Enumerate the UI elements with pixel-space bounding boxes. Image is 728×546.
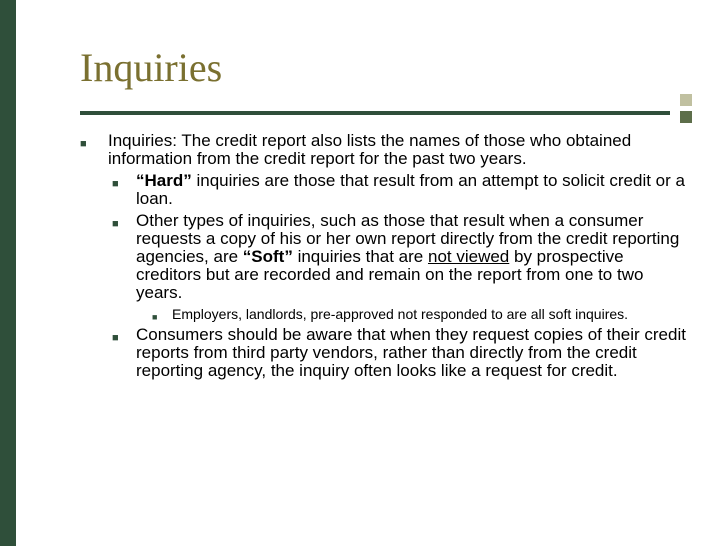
bullet-hard-inquiries (80, 172, 690, 208)
bullet-consumer-advice (80, 326, 690, 380)
bullet-soft-inquiries (80, 212, 690, 302)
not-viewed-underlined: not viewed (427, 247, 510, 266)
title-divider (80, 111, 670, 115)
bullet-text: inquiries are those that result from an attempt to solicit credit or a loan. (136, 171, 685, 208)
bullet-text: Inquiries: The credit report also lists the names of those who obtained information from the credit report for the past two years. (108, 131, 632, 168)
bullet-soft-examples (80, 306, 690, 322)
left-accent-bar (0, 0, 16, 546)
hard-label: “Hard” (136, 171, 192, 190)
soft-label: “Soft” (242, 247, 293, 266)
decorative-square-light (680, 94, 692, 106)
bullet-inquiries (80, 132, 690, 168)
slide-content (80, 132, 690, 384)
square-bullet-icon: ■ (152, 312, 158, 322)
bullet-text: Employers, landlords, pre-approved not responded to are all soft inquires. (172, 306, 629, 322)
bullet-text: Consumers should be aware that when they request copies of their credit reports from third party vendors, rather than directly from the credit reporting agency, the inquiry often looks like a request for credit. (136, 325, 686, 380)
square-bullet-icon: ■ (80, 138, 87, 150)
square-bullet-icon: ■ (112, 178, 119, 190)
bullet-text: by prospective creditors but are recorded and remain on the report from one to two years. (136, 247, 644, 302)
slide-title: Inquiries (80, 45, 223, 90)
bullet-text: Other types of inquiries, such as those that result when a consumer requests a copy of his or her own report directly from the credit reporting agencies, are (136, 211, 680, 266)
decorative-square (680, 111, 692, 123)
square-bullet-icon: ■ (112, 332, 119, 344)
bullet-text: inquiries that are (292, 247, 428, 266)
square-bullet-icon: ■ (112, 218, 119, 230)
